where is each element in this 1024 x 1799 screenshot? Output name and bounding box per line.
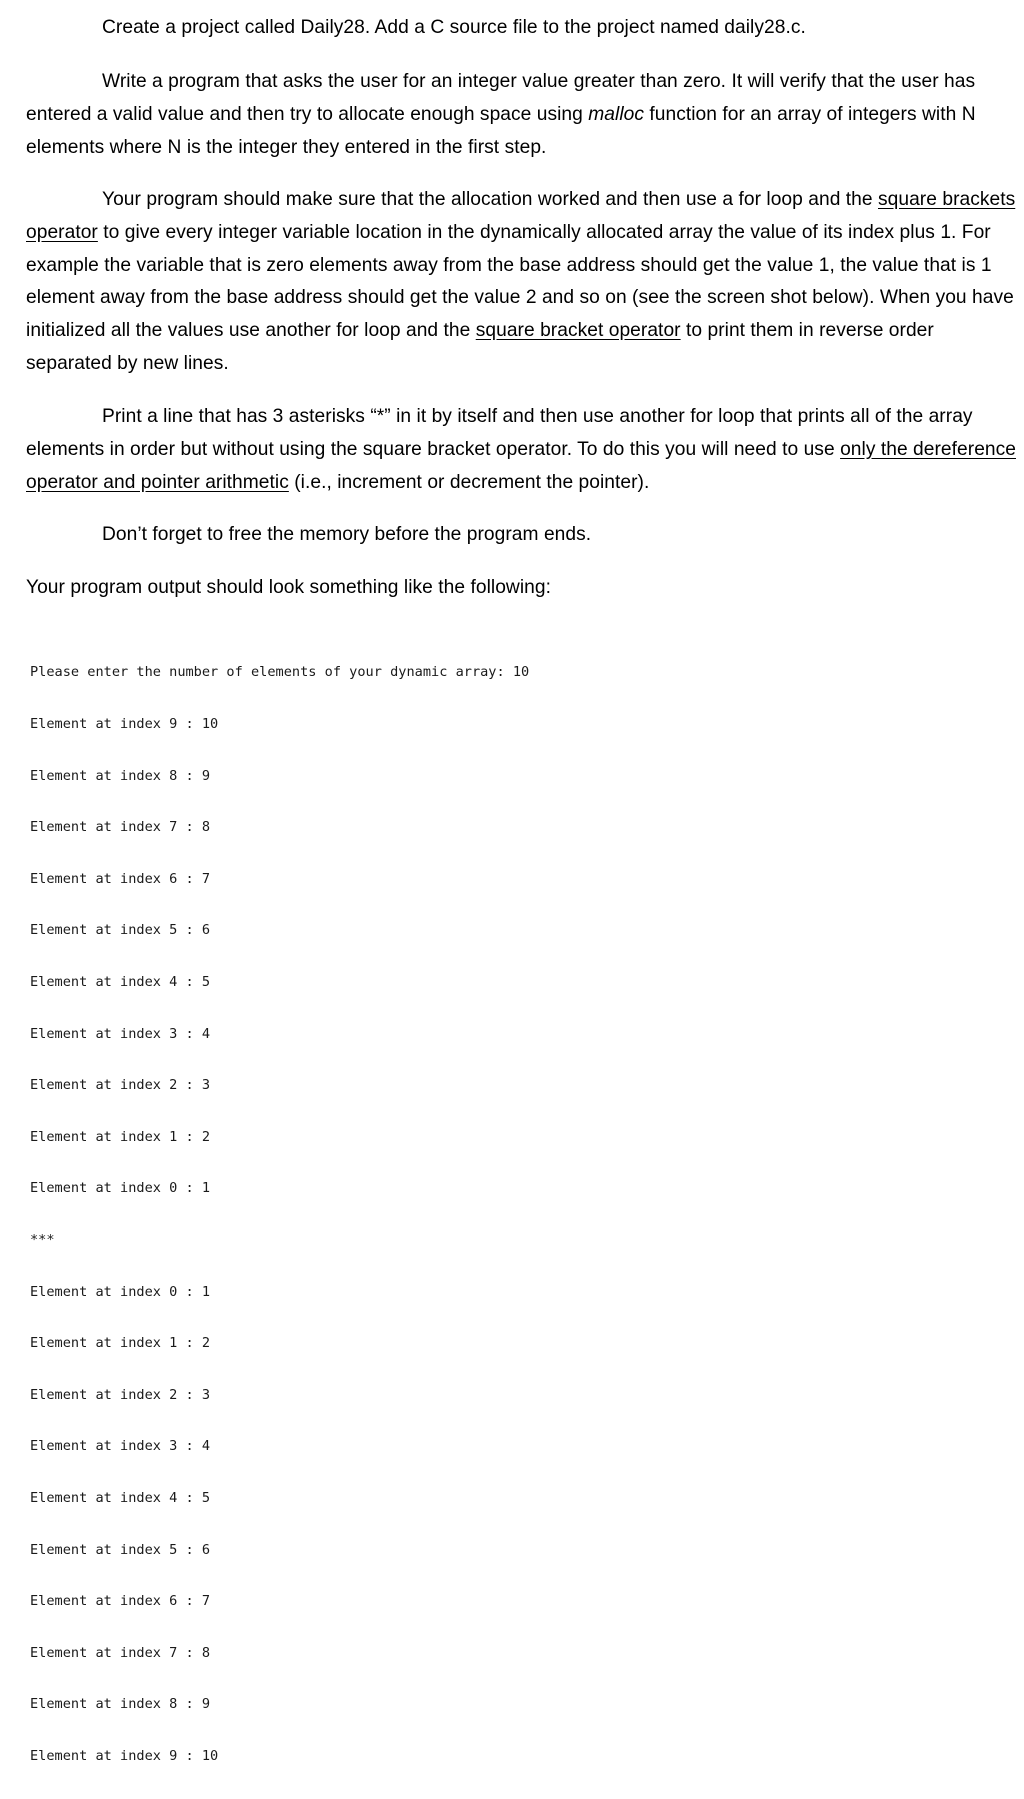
console-line: Element at index 8 : 9 — [30, 1696, 211, 1713]
console-separator-line: *** — [30, 1231, 55, 1248]
underlined-term: square bracket operator — [475, 320, 681, 342]
console-output — [30, 630, 730, 1799]
paragraph-text: to give every integer variable location in the dynamically allocated array the value of its index plus 1. For example the variable that is zero elements away from the base address should get the value 1, the value that is 1 element away from the base address should get the value 2 and so on (see the screen shot below). When you have initialized all the values use another for loop and the — [26, 221, 1014, 342]
paragraph-text: function for an array of integers with N elements where N is the integer they entered in the first step. — [26, 103, 976, 158]
console-line: Element at index 3 : 4 — [30, 1438, 211, 1455]
console-line: Element at index 7 : 8 — [30, 1644, 211, 1661]
paragraph-text: to print them in reverse order separated by new lines. — [26, 320, 934, 374]
console-line: Element at index 0 : 1 — [30, 1180, 211, 1197]
instruction-text: Create a project called Daily28. Add a C source file to the project named daily28.c. — [102, 17, 806, 38]
console-line: Element at index 2 : 3 — [30, 1077, 211, 1094]
paragraph-text: Don’t forget to free the memory before the program ends. — [102, 524, 592, 545]
console-line: Element at index 2 : 3 — [30, 1386, 211, 1403]
console-line: Element at index 0 : 1 — [30, 1283, 211, 1300]
instruction-paragraph-4 — [26, 401, 1016, 499]
paragraph-text: Your program should make sure that the allocation worked and then use a for loop and the — [102, 189, 878, 210]
instruction-paragraph-3 — [26, 184, 1016, 381]
console-line: Element at index 3 : 4 — [30, 1025, 211, 1042]
console-line: Element at index 6 : 7 — [30, 1593, 211, 1610]
instruction-paragraph-6 — [26, 572, 1016, 605]
console-line: Element at index 4 : 5 — [30, 1489, 211, 1506]
underlined-term: only the dereference operator and pointer arithmetic — [26, 438, 1016, 493]
instruction-paragraph-5 — [26, 519, 1016, 552]
malloc-term: malloc — [588, 103, 645, 125]
console-line: Element at index 1 : 2 — [30, 1128, 211, 1145]
console-prompt-line: Please enter the number of elements of your dynamic array: 10 — [30, 664, 530, 681]
paragraph-text: Write a program that asks the user for an integer value greater than zero. It will verify that the user has entered a valid value and then try to allocate enough space using — [26, 71, 976, 125]
console-line: Element at index 5 : 6 — [30, 922, 211, 939]
underlined-term: square brackets operator — [26, 189, 1016, 243]
paragraph-text: Print a line that has 3 asterisks “*” in it by itself and then use another for loop that prints all of the array elements in order but without using the square bracket operator. To do this you will need to use — [26, 406, 973, 460]
paragraph-text: Your program output should look something like the following: — [26, 577, 551, 598]
instruction-paragraph-2 — [26, 66, 1016, 164]
console-line: Element at index 8 : 9 — [30, 767, 211, 784]
console-line: Element at index 9 : 10 — [30, 1747, 219, 1764]
instruction-paragraph-1 — [26, 12, 1016, 45]
console-line: Element at index 4 : 5 — [30, 973, 211, 990]
console-line: Element at index 6 : 7 — [30, 870, 211, 887]
console-line: Element at index 7 : 8 — [30, 819, 211, 836]
console-line: Element at index 1 : 2 — [30, 1335, 211, 1352]
console-line: Element at index 5 : 6 — [30, 1541, 211, 1558]
paragraph-text: (i.e., increment or decrement the pointer). — [288, 471, 650, 493]
console-line: Element at index 9 : 10 — [30, 716, 219, 732]
